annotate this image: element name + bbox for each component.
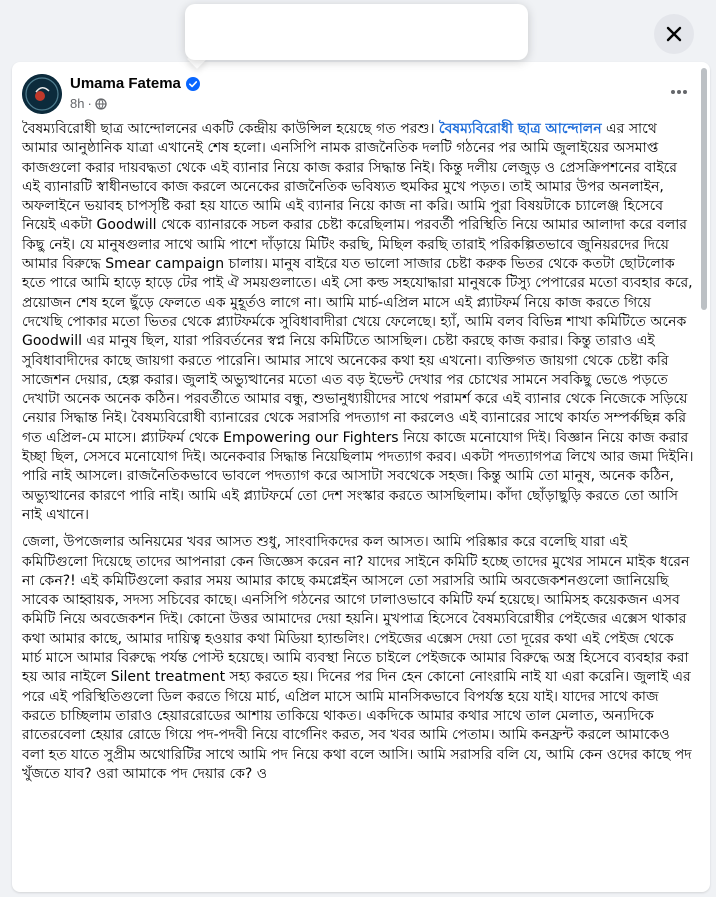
avatar[interactable] [22, 74, 62, 114]
avatar-image [22, 74, 62, 114]
close-button[interactable] [654, 14, 694, 54]
globe-icon[interactable] [95, 98, 107, 110]
tooltip-popup [185, 4, 528, 60]
paragraph-1-text: এর সাথে আমার আনুষ্ঠানিক যাত্রা এখানেই শেষ হলো। এনসিপি নামক রাজনৈতিক দলটি গঠনের পর আমি জুলাইয়ের অসমাপ্ত কাজগুলো করার দায়বদ্ধতা থেকে এই ব্যানার নিয়ে কাজ করার সিদ্ধান্ত নিই। কিন্তু দলীয় লেজুড় ও প্রেসক্রিপশনের বাইরে এই ব্যানারটি স্বাধীনভাবে কাজ করলে অনেকের রাজনৈতিক ভবিষ্যত হুমকির মুখে পড়ত। তাই আমার উপর অনলাইন, অফলাইনে ভয়াবহ চাপসৃষ্টি করা হয় যাতে আমি এই ব্যানার নিয়ে কাজ না করি। আমি পুরা বিষয়টাকে চ্যালেঞ্জ হিসেবে নিয়েই একটা Goodwill থেকে ব্যানারকে সচল করার চেষ্টা করেছিলাম। পরবর্তী পরিস্থিতি নিয়ে আমার আলাদা করে বলার কিছু নেই। যে মানুষগুলার সাথে আমি পাশে দাঁড়ায়ে মিটিং করছি, মিছিল করছি তারাই পরিকল্পিতভাবে জুনিয়রদের দিয়ে আমার বিরুদ্ধে Smear campaign চালায়। মানুষ বাইরে যত ভালো সাজার চেষ্টা করুক ভিতর থেকে কতটা ছোটলোক হতে পারে আমি হাড়ে হাড়ে টের পাই ঐ সময়গুলাতে। এই সো কল্ড সহযোদ্ধারা মানুষকে টিস্যু পেপারের মতো ব্যবহার করে, প্রয়োজন শেষ হলে ছুঁড়ে ফেলতে এক মুহূর্তও লাগে না। আমি মার্চ-এপ্রিল মাসে এই প্ল্যাটফর্ম নিয়ে কাজ করতে গিয়ে দেখেছি পোকার মতো ভিতর থেকে প্ল্যাটফর্মকে সুবিধাবাদীরা খেয়ে ফেলেছে। হ্যাঁ, আমি বলব বিভিন্ন শাখা কমিটিতে অনেক Goodwill এর মানুষ ছিল, যারা পরিবর্তনের স্বপ্ন নিয়ে কমিটিতে আসছিল। চেষ্টা করছে কাজ করার। কিন্তু তারাও এই সুবিধাবাদীদের কাছে জায়গা করতে পারেনি। আমার সাথে অনেকের কথা হয় এখনো। ব্যক্তিগত জায়গা থেকে চেষ্টা করি সাজেশন দেয়ার, হেল্প করার। জুলাই অভ্যুত্থানের মতো এত বড় ইভেন্ট দেখার পর চোখের সামনে সবকিছু ভেঙে পড়তে দেখাটা অনেক অনেক কঠিন। পরবর্তীতে আমার বন্ধু, শুভানুধ্যায়ীদের সাথে পরামর্শ করে এই ব্যানার থেকে নিজেকে সড়িয়ে নেয়ার সিদ্ধান্ত নিই। বৈষম্যবিরোধী ব্যানারের থেকে সরাসরি পদত্যাগ না করলেও এই ব্যানারের সাথে কার্যত সম্পর্কছিন্ন করি গত এপ্রিল-মে মাসে। প্ল্যাটফর্ম থেকে Empowering our Fighters নিয়ে কাজে মনোযোগ দিই। বিজ্ঞান নিয়ে কাজ করার ইচ্ছা ছিল, সেসবে মনোযোগ দিই। অনেকবার সিদ্ধান্ত নিয়েছিলাম পদত্যাগ করব। একটা পদত্যাগপত্র লিখে আর জমা দিইনি। পারি নাই আসলে। রাজনৈতিকভাবে ভাবলে পদত্যাগ করে আসাটা সবথেকে সহজ। কিন্তু আমি তো মানুষ, অনেক কঠিন, অভ্যুত্থানের কারণে পারি নাই। আমি এই প্ল্যাটফর্মে তো দেশ সংস্কার করতে আসছিলাম। কাঁদা ছোঁড়াছুড়ি করতে তো আসি নাই এখানে। [22, 121, 694, 523]
post-card [12, 62, 710, 892]
meta-separator: · [87, 96, 92, 111]
more-options-button[interactable] [664, 82, 694, 102]
author-name[interactable] [70, 75, 200, 92]
hashtag-link[interactable]: বৈষম্যবিরোধী ছাত্র আন্দোলন [438, 121, 602, 137]
verified-badge-icon [186, 77, 200, 91]
scrollbar-thumb[interactable] [701, 68, 707, 310]
paragraph-1-intro: বৈষম্যবিরোধী ছাত্র আন্দোলনের একটি কেন্দ্রীয় কাউন্সিল হয়েছে গত পরশু। [22, 121, 439, 137]
post-body [22, 120, 694, 792]
more-dots-icon [670, 89, 688, 95]
author-name-text[interactable]: Umama Fatema [70, 75, 181, 92]
post-meta [70, 96, 107, 111]
close-icon [665, 25, 683, 43]
post-paragraph-1 [22, 120, 694, 525]
post-time[interactable]: 8h [70, 96, 85, 111]
post-paragraph-2: জেলা, উপজেলার অনিয়মের খবর আসত শুধু, সাংবাদিকদের কল আসত। আমি পরিষ্কার করে বলেছি যারা এই কমিটিগুলো দিয়েছে তাদের আপনারা কেন জিজ্ঞেস করেন না? যাদের সাইনে কমিটি হচ্ছে তাদের মুখের সামনে মাইক ধরেন না কেন?! এই কমিটিগুলো করার সময় আমার কাছে কমপ্লেইন আসলে তো সরাসরি আমি অবজেকশনগুলো জানিয়েছি সাবেক আহ্বায়ক, সদস্য সচিবের কাছে। এনসিপি গঠনের আগে ঢালাওভাবে কমিটি ফর্ম হয়েছে। আমিসহ কয়েকজন এসব কমিটি নিয়ে অবজেকশন দিই। কোনো উত্তর আমাদের দেয়া হয়নি। মুখপাত্র হিসেবে বৈষম্যবিরোধীর পেইজের এক্সেস থাকার কথা আমার কাছে, আমার দায়িত্ব হওয়ার কথা মিডিয়া হ্যান্ডলিং। পেইজের এক্সেস দেয়া তো দূরের কথা এই পেইজ থেকে মার্চ মাসে আমার বিরুদ্ধে পর্যন্ত পোস্ট হয়েছে। আমি ব্যবস্থা নিতে চাইলে পেইজকে আমার বিরুদ্ধে অস্ত্র হিসেবে ব্যবহার করা হয় আর নাইলে Silent treatment সহ্য করতে হয়। দিনের পর দিন হেন কোনো নোংরামি নাই যা এরা করেনি। জুলাই এর পরে এই পরিস্থিতিগুলো ডিল করতে গিয়ে মার্চ, এপ্রিল মাসে আমি মানসিকভাবে বিপর্যস্ত হয়ে যাই। যাদের সাথে কাজ করতে চাচ্ছিলাম তারাও হেয়াররোডের আশায় তাকিয়ে থাকত। একদিকে আমার কথার সাথে তাল মেলাত, অন্যদিকে রাতেরবেলা হেয়ার রোডে গিয়ে পদ-পদবী নিয়ে বার্গেনিং করত, সব খবর আমি পেতাম। আমি কনফ্রন্ট করলে আমাকেও বলা হত যাতে সুপ্রীম অথোরিটির সাথে আমি পদ নিয়ে কথা বলে আসি। আমি সরাসরি বলি যে, আমি কেন ওদের কাছে পদ খুঁজতে যাব? ওরা আমাকে পদ দেয়ার কে? ও [22, 534, 692, 782]
